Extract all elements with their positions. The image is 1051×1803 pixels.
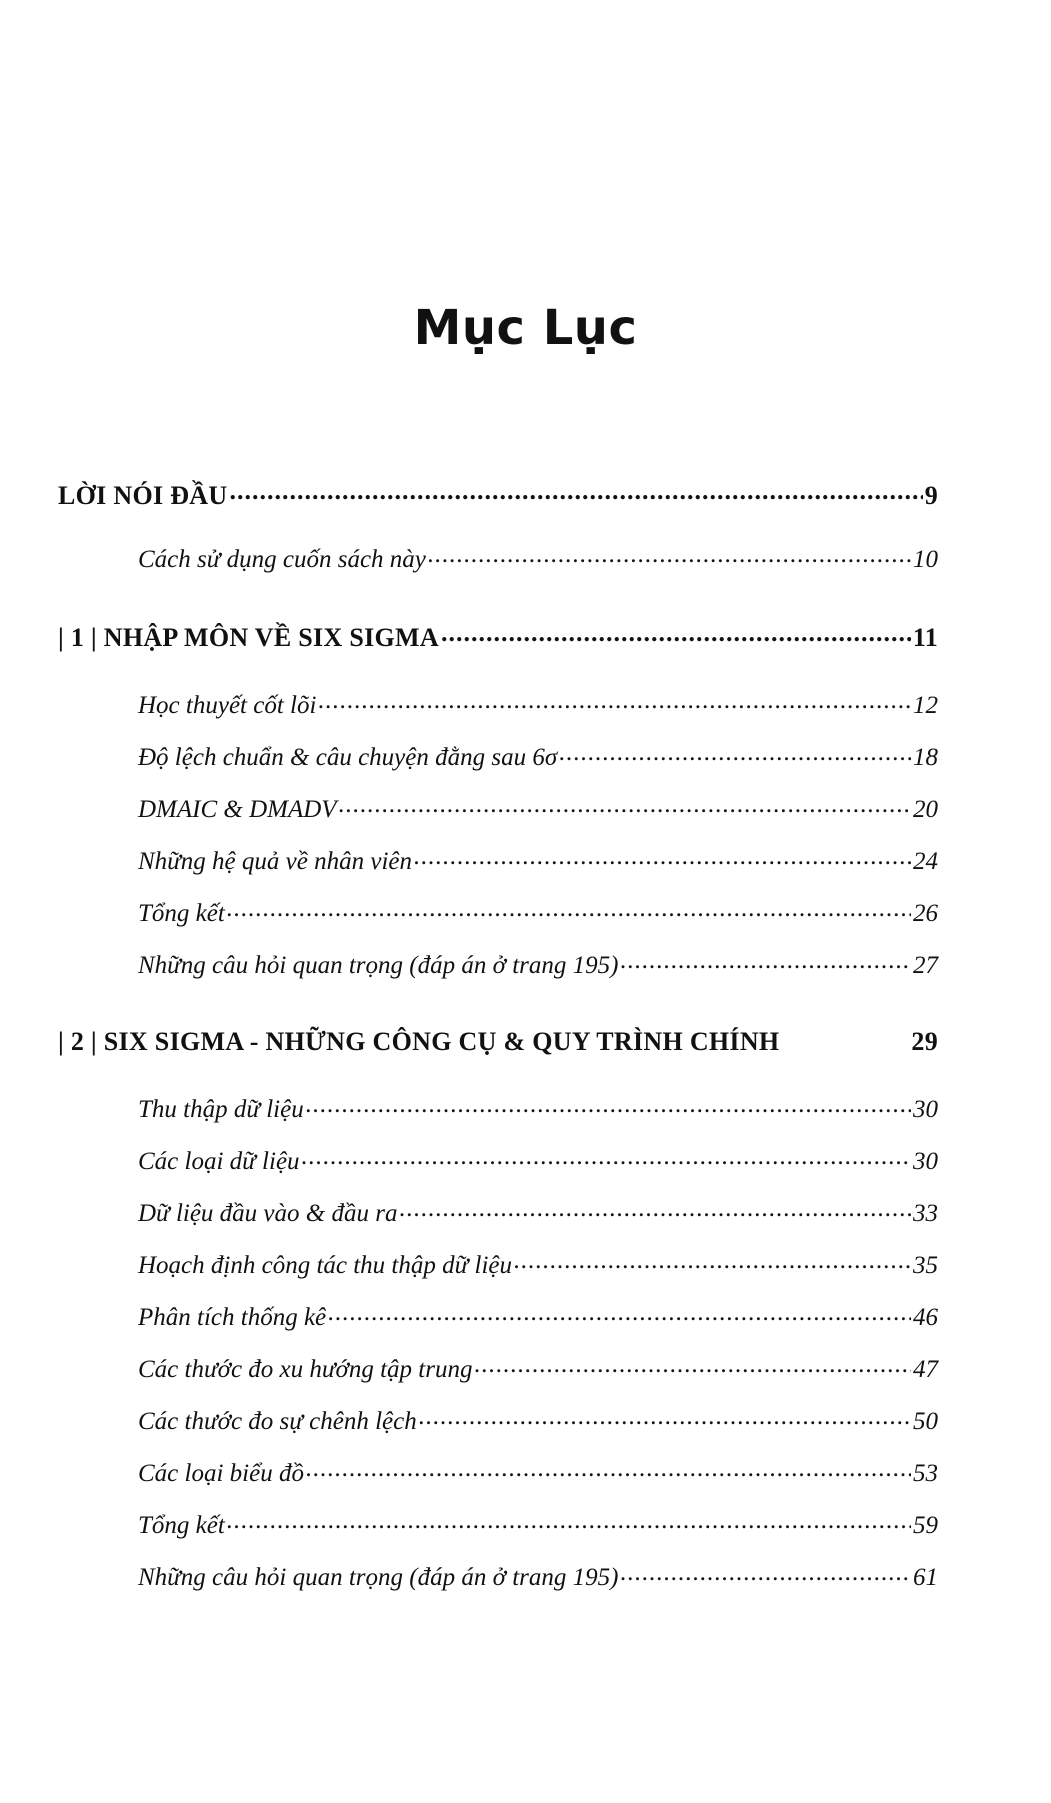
toc-entry-title: Các loại dữ liệu bbox=[138, 1148, 300, 1175]
toc-section-entry bbox=[138, 1352, 938, 1384]
dot-leader bbox=[399, 1196, 911, 1221]
toc-entry-page: 26 bbox=[913, 900, 938, 927]
toc-entry-title: Những hệ quả về nhân viên bbox=[138, 848, 412, 875]
toc-entry-page: 12 bbox=[913, 692, 938, 719]
toc-entry-page: 59 bbox=[913, 1512, 938, 1539]
dot-leader bbox=[339, 792, 911, 817]
dot-leader bbox=[620, 1560, 911, 1585]
toc-section-entry bbox=[138, 1092, 938, 1124]
toc-entry-page: 10 bbox=[913, 546, 938, 573]
dot-leader bbox=[475, 1352, 912, 1377]
dot-leader bbox=[318, 688, 911, 713]
toc-entry-page: 9 bbox=[924, 481, 938, 510]
toc-chapter-entry bbox=[58, 620, 938, 653]
dot-leader bbox=[441, 620, 911, 646]
dot-leader bbox=[302, 1144, 911, 1169]
toc-entry-page: 24 bbox=[913, 848, 938, 875]
toc-entry-title: Cách sử dụng cuốn sách này bbox=[138, 546, 426, 573]
toc-entry-page: 30 bbox=[913, 1096, 938, 1123]
dot-leader bbox=[306, 1456, 911, 1481]
toc-section-entry bbox=[138, 1248, 938, 1280]
toc-entry-page: 47 bbox=[913, 1356, 938, 1383]
toc-section-entry bbox=[138, 1456, 938, 1488]
toc-entry-page: 46 bbox=[913, 1304, 938, 1331]
toc-entry-page: 20 bbox=[913, 796, 938, 823]
toc-entry-title: LỜI NÓI ĐẦU bbox=[58, 481, 228, 510]
toc-section-entry bbox=[138, 1404, 938, 1436]
toc-entry-title: Những câu hỏi quan trọng (đáp án ở trang 195) bbox=[138, 952, 619, 979]
dot-leader bbox=[559, 740, 911, 765]
toc-entry-page: 50 bbox=[913, 1408, 938, 1435]
toc-entry-title: Thu thập dữ liệu bbox=[138, 1096, 304, 1123]
toc-entry-title: Các loại biểu đồ bbox=[138, 1460, 304, 1487]
dot-leader bbox=[781, 1024, 909, 1050]
toc-section-entry bbox=[138, 688, 938, 720]
page-title: Mục Lục bbox=[413, 300, 638, 356]
toc-entry-page: 18 bbox=[913, 744, 938, 771]
toc-entry-page: 53 bbox=[913, 1460, 938, 1487]
toc-entry-page: 61 bbox=[913, 1564, 938, 1591]
toc-entry-page: 29 bbox=[911, 1027, 938, 1056]
dot-leader bbox=[227, 896, 911, 921]
toc-section-entry bbox=[138, 1196, 938, 1228]
toc-entry-title: Các thước đo sự chênh lệch bbox=[138, 1408, 417, 1435]
toc-section-entry bbox=[138, 1560, 938, 1592]
toc-section-entry bbox=[138, 1508, 938, 1540]
toc-entry-title: Dữ liệu đầu vào & đầu ra bbox=[138, 1200, 398, 1227]
toc-entry-title: Phân tích thống kê bbox=[138, 1304, 327, 1331]
toc-entry-page: 27 bbox=[913, 952, 938, 979]
dot-leader bbox=[620, 948, 911, 973]
dot-leader bbox=[328, 1300, 911, 1325]
dot-leader bbox=[514, 1248, 911, 1273]
toc-entry-page: 35 bbox=[913, 1252, 938, 1279]
toc-entry-page: 11 bbox=[912, 623, 938, 652]
dot-leader bbox=[229, 478, 922, 504]
toc-section-entry bbox=[138, 542, 938, 574]
toc-entry-page: 30 bbox=[913, 1148, 938, 1175]
toc-section-entry bbox=[138, 740, 938, 772]
toc-entry-title: Các thước đo xu hướng tập trung bbox=[138, 1356, 473, 1383]
toc-entry-page: 33 bbox=[913, 1200, 938, 1227]
toc-entry-title: Những câu hỏi quan trọng (đáp án ở trang 195) bbox=[138, 1564, 619, 1591]
toc-section-entry bbox=[138, 1300, 938, 1332]
dot-leader bbox=[428, 542, 911, 567]
dot-leader bbox=[227, 1508, 911, 1533]
toc-chapter-entry bbox=[58, 1024, 938, 1057]
dot-leader bbox=[414, 844, 911, 869]
toc-entry-title: Học thuyết cốt lõi bbox=[138, 692, 317, 719]
toc-chapter-entry bbox=[58, 478, 938, 511]
toc-entry-title: DMAIC & DMADV bbox=[138, 796, 337, 823]
toc-section-entry bbox=[138, 896, 938, 928]
dot-leader bbox=[419, 1404, 911, 1429]
dot-leader bbox=[306, 1092, 911, 1117]
toc-section-entry bbox=[138, 792, 938, 824]
toc-entry-title: Tổng kết bbox=[138, 1512, 225, 1539]
toc-section-entry bbox=[138, 948, 938, 980]
toc-entry-title: Tổng kết bbox=[138, 900, 225, 927]
toc-section-entry bbox=[138, 844, 938, 876]
toc-section-entry bbox=[138, 1144, 938, 1176]
toc-entry-title: Hoạch định công tác thu thập dữ liệu bbox=[138, 1252, 512, 1279]
toc-entry-title: | 2 | SIX SIGMA - NHỮNG CÔNG CỤ & QUY TRÌNH CHÍNH bbox=[58, 1027, 780, 1056]
toc-entry-title: Độ lệch chuẩn & câu chuyện đằng sau 6σ bbox=[138, 744, 558, 771]
toc-entry-title: | 1 | NHẬP MÔN VỀ SIX SIGMA bbox=[58, 623, 439, 652]
